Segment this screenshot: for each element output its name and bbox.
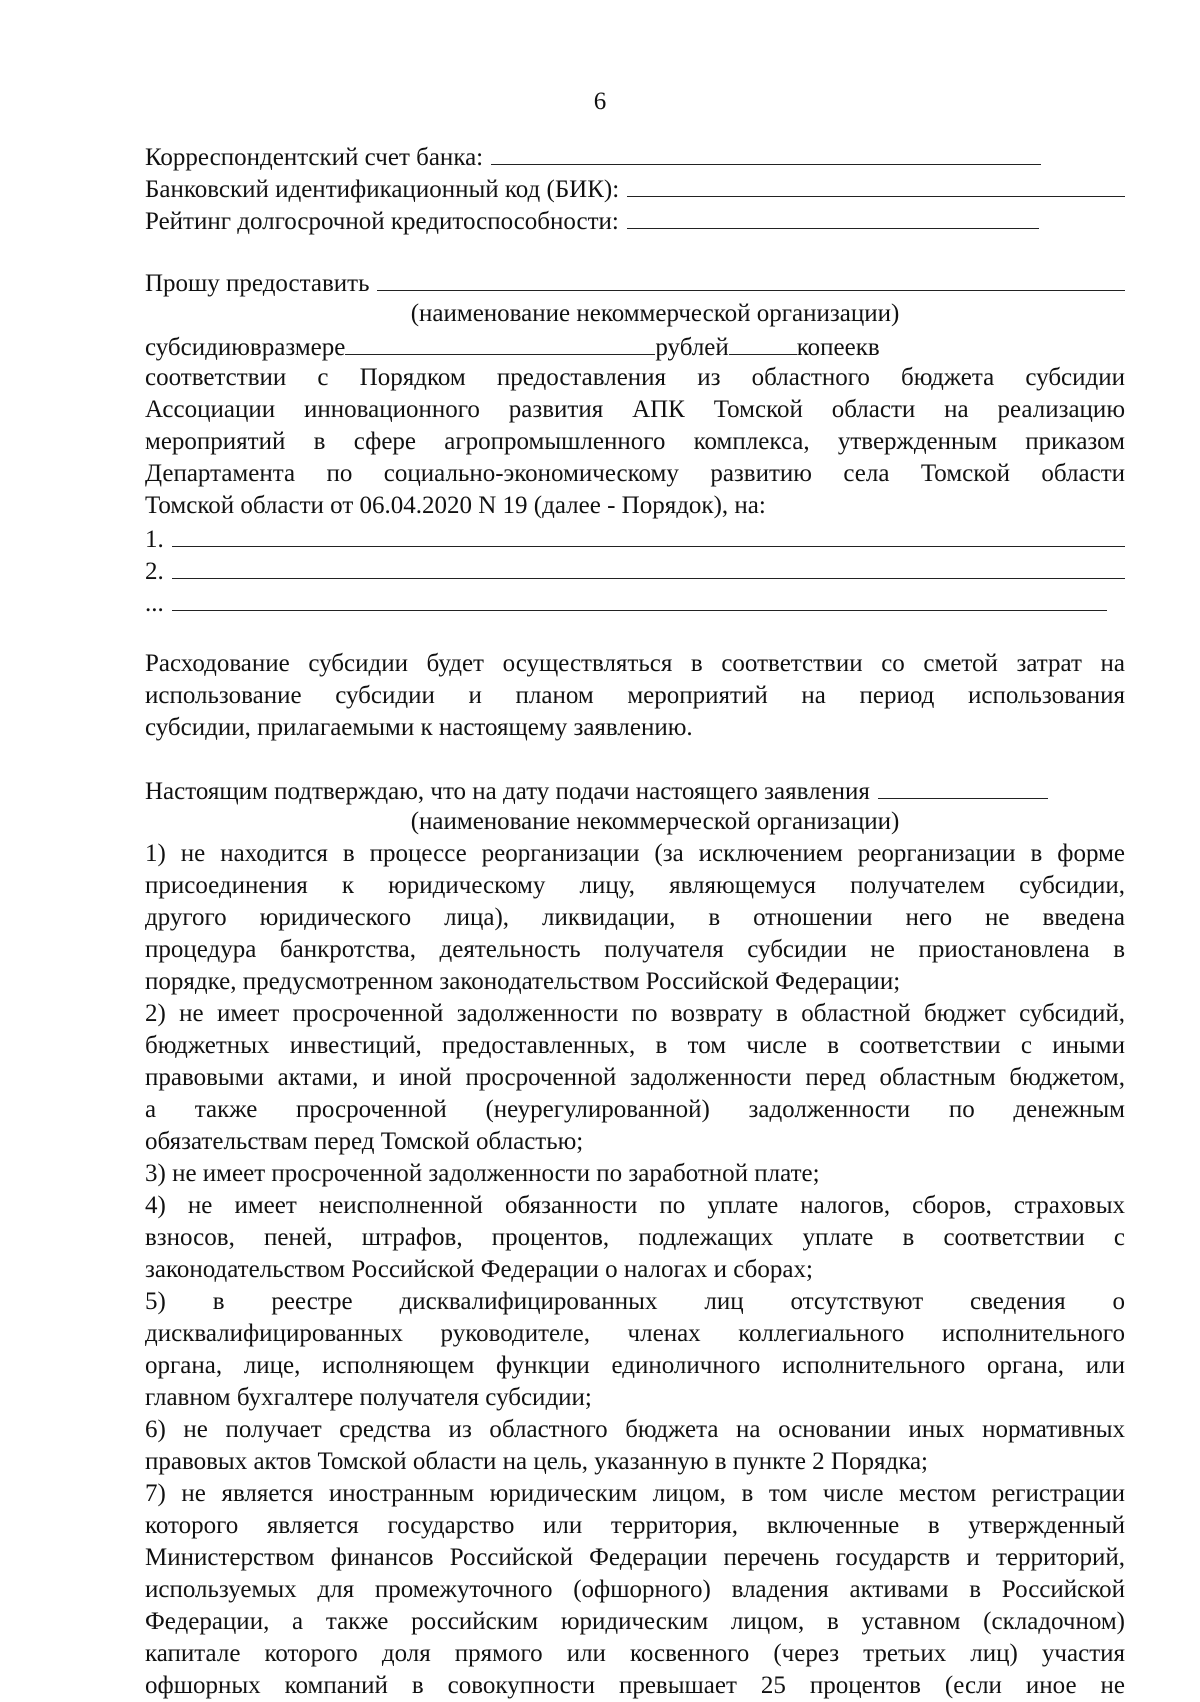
text-line: Томской области от 06.04.2020 N 19 (далее - Порядок), на:	[145, 492, 766, 519]
text-line: порядке, предусмотренном законодательством Российской Федерации;	[145, 968, 901, 995]
text-line: соответствии с Порядком предоставления из областного бюджета субсидии	[145, 364, 1125, 391]
spacer	[145, 236, 1125, 266]
confirm-lead: Настоящим подтверждаю, что на дату подачи настоящего заявления	[145, 778, 870, 805]
sum-word: в	[249, 334, 262, 361]
text-line: обязательствам перед Томской областью;	[145, 1128, 584, 1155]
request-line	[145, 266, 1125, 298]
text-line: другого юридического лица), ликвидации, в отношении него не введена	[145, 904, 1125, 931]
list-blank	[172, 554, 1125, 579]
text-line: 4) не имеет неисполненной обязанности по уплате налогов, сборов, страховых	[145, 1192, 1125, 1219]
text-line: взносов, пеней, штрафов, процентов, подлежащих уплате в соответствии с	[145, 1224, 1125, 1251]
text-line: законодательством Российской Федерации о налогах и сборах;	[145, 1256, 813, 1283]
list-item-line	[145, 522, 1125, 554]
rating-blank	[627, 204, 1039, 229]
list-marker: 2.	[145, 558, 164, 585]
list-item-line	[145, 554, 1125, 586]
text-line: правовыми актами, и иной просроченной задолженности перед областным бюджетом,	[145, 1064, 1125, 1091]
text-line: использование субсидии и планом мероприятий на период использования	[145, 682, 1125, 709]
text-line: правовых актов Томской области на цель, указанную в пункте 2 Порядка;	[145, 1448, 929, 1475]
rating-label: Рейтинг долгосрочной кредитоспособности:	[145, 208, 619, 235]
rubles-blank	[345, 330, 655, 355]
text-line: субсидии, прилагаемыми к настоящему заявлению.	[145, 714, 693, 741]
bik-label: Банковский идентификационный код (БИК):	[145, 176, 620, 203]
sum-word: в	[867, 334, 880, 361]
text-line: 6) не получает средства из областного бюджета на основании иных нормативных	[145, 1416, 1125, 1443]
org-name-blank	[377, 266, 1125, 291]
text-line: а также просроченной (неурегулированной) задолженности по денежным	[145, 1096, 1125, 1123]
text-line: используемых для промежуточного (офшорного) владения активами в Российской	[145, 1576, 1125, 1603]
text-line: главном бухгалтере получателя субсидии;	[145, 1384, 592, 1411]
corr-account-line	[145, 140, 1125, 172]
list-marker: 1.	[145, 526, 164, 553]
text-line: 2) не имеет просроченной задолженности по возврату в областной бюджет субсидий,	[145, 1000, 1125, 1027]
text-line: присоединения к юридическому лицу, являющемуся получателем субсидии,	[145, 872, 1125, 899]
kopecks-blank	[729, 330, 797, 355]
org-caption: (наименование некоммерческой организации)	[410, 300, 900, 327]
text-line: 7) не является иностранным юридическим лицом, в том числе местом регистрации	[145, 1480, 1125, 1507]
text-line: 1) не находится в процессе реорганизации (за исключением реорганизации в форме	[145, 840, 1125, 867]
kopecks-label: копеек	[796, 334, 868, 361]
text-line: капитале которого доля прямого или косвенного (через третьих лиц) участия	[145, 1640, 1125, 1667]
bik-blank	[627, 172, 1125, 197]
sum-word: размере	[261, 334, 346, 361]
bik-line	[145, 172, 1125, 204]
list-marker: ...	[145, 590, 164, 617]
rating-line	[145, 204, 1125, 236]
corr-account-label: Корреспондентский счет банка:	[145, 144, 484, 171]
document-body	[145, 140, 1125, 1702]
text-line: Министерством финансов Российской Федерации перечень государств и территорий,	[145, 1544, 1125, 1571]
request-lead: Прошу предоставить	[145, 270, 370, 297]
text-line: офшорных компаний в совокупности превышает 25 процентов (если иное не	[145, 1672, 1125, 1699]
list-blank	[172, 522, 1125, 547]
text-line: бюджетных инвестиций, предоставленных, в том числе в соответствии с иными	[145, 1032, 1125, 1059]
text-line: Федерации, а также российским юридическим лицом, в уставном (складочном)	[145, 1608, 1125, 1635]
list-blank	[172, 586, 1107, 611]
text-line: Ассоциации инновационного развития АПК Томской области на реализацию	[145, 396, 1125, 423]
corr-account-blank	[491, 140, 1041, 165]
org-caption: (наименование некоммерческой организации)	[410, 808, 900, 835]
text-line: органа, лице, исполняющем функции единоличного исполнительного органа, или	[145, 1352, 1125, 1379]
text-line: 5) в реестре дисквалифицированных лиц отсутствуют сведения о	[145, 1288, 1125, 1315]
list-item-line	[145, 586, 1125, 618]
text-line: Департамента по социально-экономическому развитию села Томской области	[145, 460, 1125, 487]
page-number: 6	[593, 88, 607, 115]
sum-line	[145, 330, 1125, 362]
confirm-org-blank	[878, 774, 1048, 799]
spacer	[145, 744, 1125, 774]
text-line: мероприятий в сфере агропромышленного комплекса, утвержденным приказом	[145, 428, 1125, 455]
text-line: дисквалифицированных руководителе, членах коллегиального исполнительного	[145, 1320, 1125, 1347]
text-line: процедура банкротства, деятельность получателя субсидии не приостановлена в	[145, 936, 1125, 963]
text-line: 3) не имеет просроченной задолженности по заработной плате;	[145, 1160, 820, 1187]
rubles-label: рублей	[655, 334, 729, 361]
confirm-line	[145, 774, 1125, 806]
text-line: которого является государство или территория, включенные в утвержденный	[145, 1512, 1125, 1539]
sum-word: субсидию	[145, 334, 250, 361]
spacer	[145, 618, 1125, 648]
text-line: Расходование субсидии будет осуществляться в соответствии со сметой затрат на	[145, 650, 1125, 677]
